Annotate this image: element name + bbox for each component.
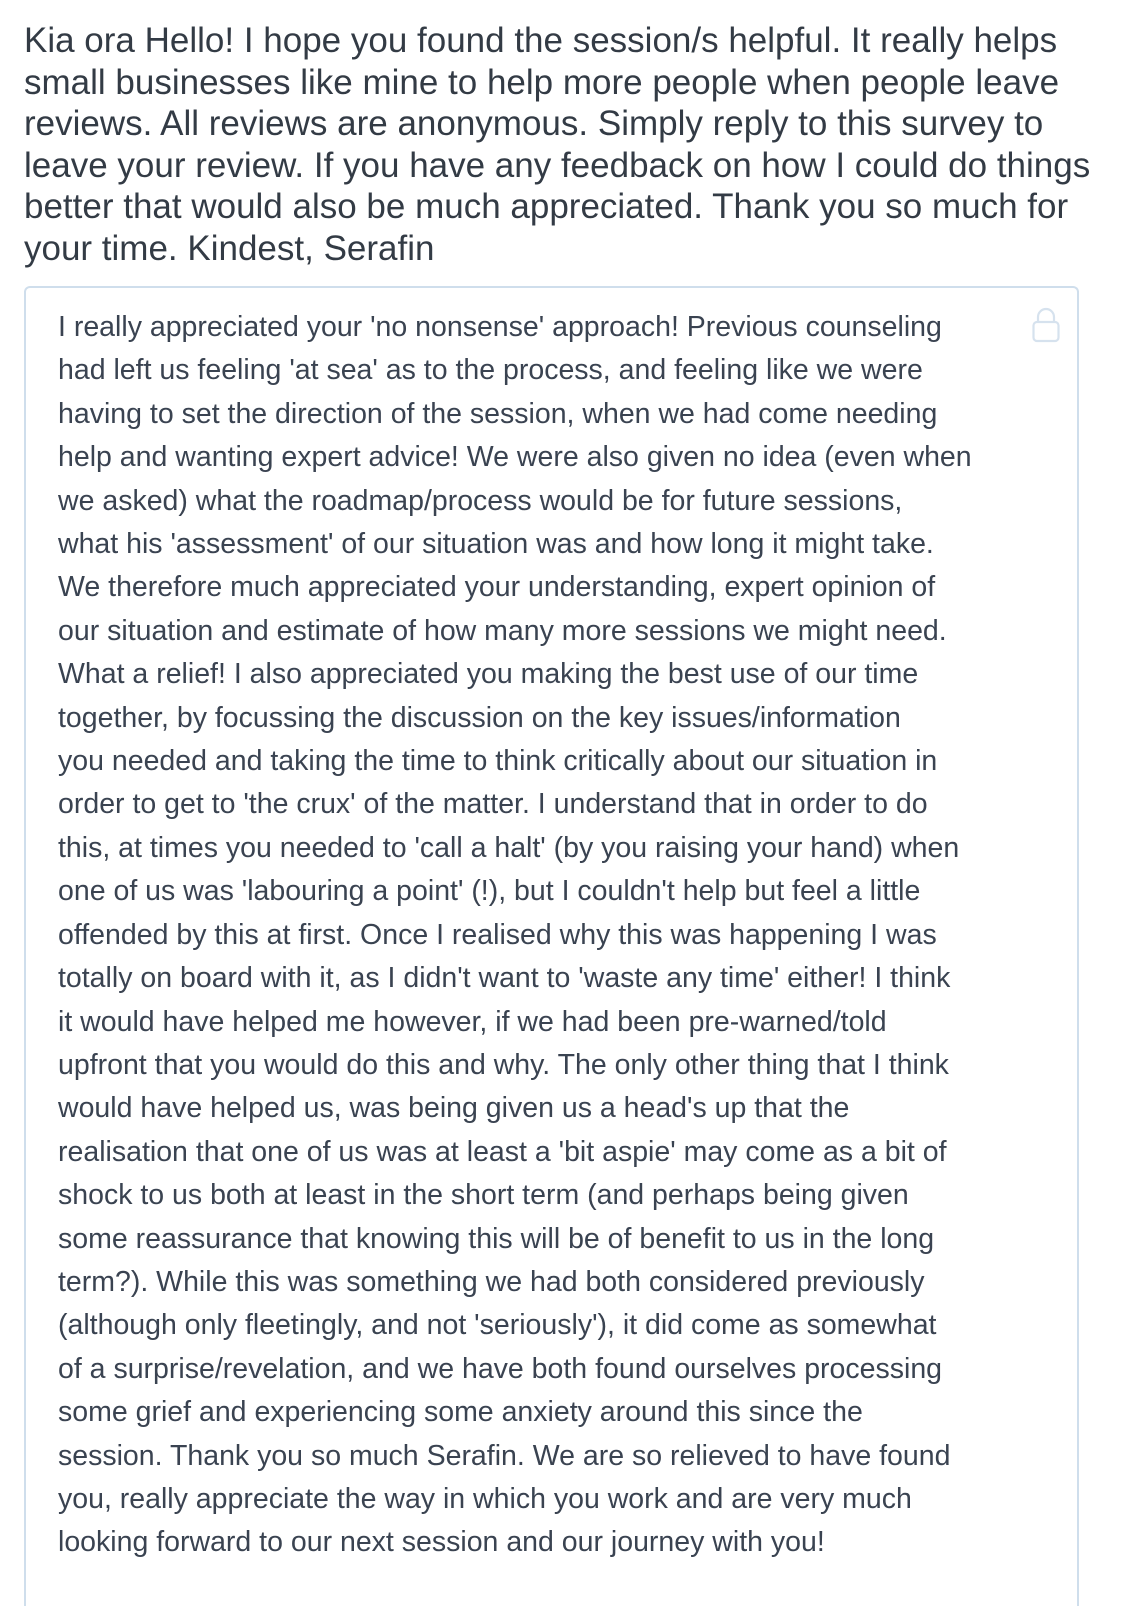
question-line: reviews. All reviews are anonymous. Simply reply to this survey to [24, 104, 1044, 143]
answer-text [58, 306, 972, 1565]
answer-line: of a surprise/revelation, and we have both found ourselves processing [58, 1352, 943, 1385]
question-line: your time. Kindest, Serafin [24, 228, 435, 268]
answer-line: upfront that you would do this and why. The only other thing that I think [58, 1048, 949, 1081]
answer-line: What a relief! I also appreciated you making the best use of our time [58, 658, 919, 691]
answer-line: one of us was 'labouring a point' (!), but I couldn't help but feel a little [58, 875, 921, 908]
question-line: better that would also be much appreciated. Thank you so much for [24, 187, 1069, 226]
answer-line: totally on board with it, as I didn't want to 'waste any time' either! I think [58, 962, 951, 995]
answer-line: our situation and estimate of how many more sessions we might need. [58, 614, 947, 647]
answer-line: you needed and taking the time to think critically about our situation in [58, 745, 938, 778]
answer-line: I really appreciated your 'no nonsense' approach! Previous counseling [58, 311, 942, 343]
lock-shackle [1038, 309, 1054, 322]
answer-line: looking forward to our next session and our journey with you! [58, 1526, 825, 1559]
answer-line: it would have helped me however, if we had been pre-warned/told [58, 1005, 887, 1038]
answer-line: what his 'assessment' of our situation was and how long it might take. [58, 528, 934, 561]
answer-line: shock to us both at least in the short term (and perhaps being given [58, 1179, 909, 1212]
answer-line: together, by focussing the discussion on the key issues/information [58, 701, 901, 734]
answer-line: order to get to 'the crux' of the matter. I understand that in order to do [58, 788, 928, 821]
answer-line: offended by this at first. Once I realised why this was happening I was [58, 918, 937, 951]
survey-question [24, 20, 1104, 269]
answer-line: help and wanting expert advice! We were also given no idea (even when [58, 441, 972, 474]
answer-line: session. Thank you so much Serafin. We are so relieved to have found [58, 1439, 951, 1472]
answer-line: term?). While this was something we had both considered previously [58, 1265, 925, 1298]
answer-line: this, at times you needed to 'call a halt' (by you raising your hand) when [58, 831, 960, 864]
lock-icon [1031, 306, 1061, 344]
question-line: Kia ora Hello! I hope you found the session/s helpful. It really helps [24, 21, 1058, 60]
lock-body [1034, 322, 1059, 341]
answer-line: We therefore much appreciated your understanding, expert opinion of [58, 571, 936, 604]
answer-textarea[interactable] [24, 286, 1079, 1606]
answer-line: had left us feeling 'at sea' as to the process, and feeling like we were [58, 354, 923, 387]
answer-line: we asked) what the roadmap/process would be for future sessions, [58, 484, 903, 517]
answer-line: you, really appreciate the way in which you work and are very much [58, 1482, 912, 1515]
question-line: small businesses like mine to help more people when people leave [24, 62, 1060, 102]
answer-line: some reassurance that knowing this will be of benefit to us in the long [58, 1222, 935, 1255]
answer-line: realisation that one of us was at least a 'bit aspie' may come as a bit of [58, 1135, 947, 1168]
question-line: leave your review. If you have any feedback on how I could do things [24, 145, 1091, 185]
answer-line: would have helped us, was being given us a head's up that the [58, 1092, 850, 1125]
answer-line: some grief and experiencing some anxiety around this since the [58, 1396, 863, 1429]
answer-line: having to set the direction of the session, when we had come needing [58, 397, 938, 430]
answer-line: (although only fleetingly, and not 'seriously'), it did come as somewhat [58, 1309, 937, 1342]
